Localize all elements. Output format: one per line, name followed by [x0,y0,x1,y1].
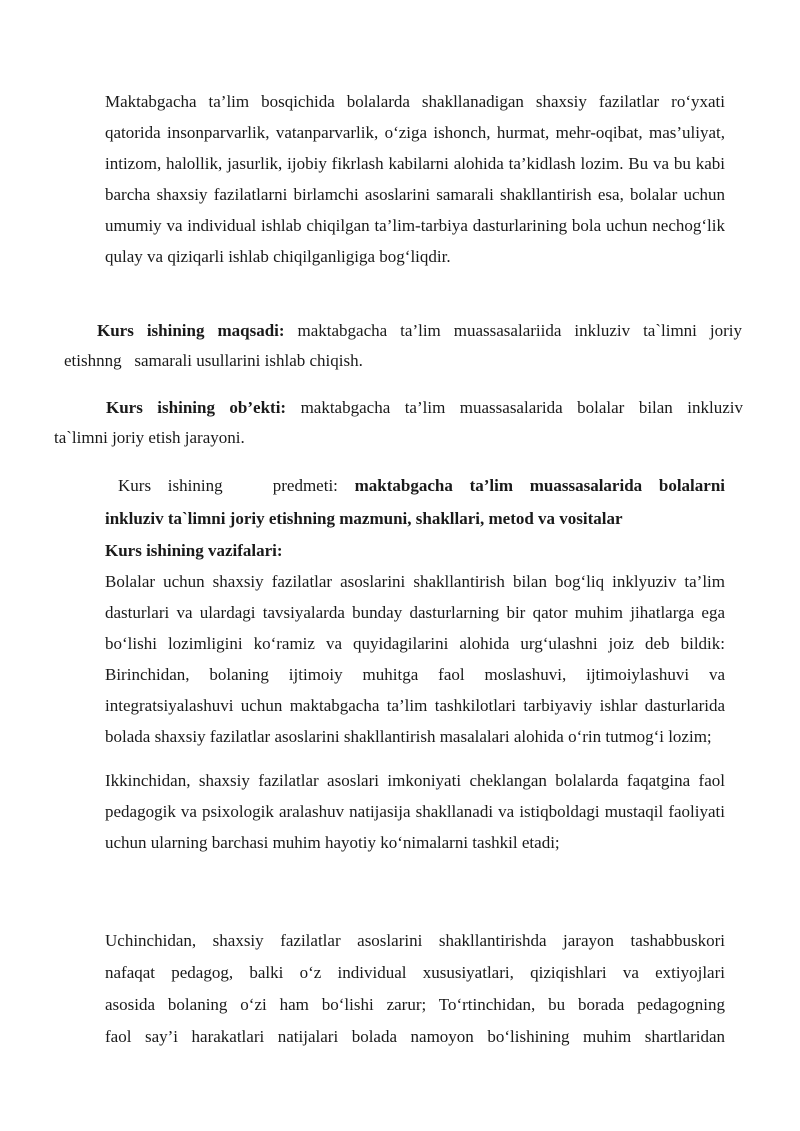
tasks-heading [105,535,725,566]
intro-paragraph [105,86,725,272]
tasks-heading-text: Kurs ishining vazifalari: [105,541,283,560]
tasks-paragraph-1 [105,566,725,752]
tasks-para3-text-4: faol say’i harakatlari natijalari bolada namoyon bo‘lishining muhim shartlaridan [105,1027,725,1046]
goal-line-1 [97,315,742,346]
object-text-1: maktabgacha ta’lim muassasalarida bolalar bilan inkluziv [286,398,743,417]
tasks-para3-line-2 [105,957,725,988]
tasks-para3-text-2: nafaqat pedagog, balki o‘z individual xususiyatlari, qiziqishlari va extiyojlari [105,963,725,982]
subject-line-1 [118,470,725,501]
object-label: Kurs ishining ob’ekti: [106,398,287,417]
tasks-para3-line-1 [105,925,725,956]
subject-bold-2: inkluziv ta`limni joriy etishning mazmuni, shakllari, metod va vositalar [105,509,623,528]
tasks-para3-line-3 [105,989,725,1020]
tasks-para3-line-4 [105,1021,725,1052]
tasks-para2-text: Ikkinchidan, shaxsiy fazilatlar asoslari imkoniyati cheklangan bolalarda faqatgina faol pedagogik va psixologik aralashuv natijasija shakllanadi va istiqboldagi mustaqil faoliyati uchun ularning barchasi muhim hayotiy ko‘nimalarni tashkil etadi; [105,771,725,852]
subject-line-2 [105,503,725,534]
object-line-1 [106,392,743,423]
tasks-para3-text-1: Uchinchidan, shaxsiy fazilatlar asoslarini shakllantirishda jarayon tashabbuskori [105,931,725,950]
tasks-para1-text: Bolalar uchun shaxsiy fazilatlar asoslarini shakllantirish bilan bog‘liq inklyuziv ta’lim dasturlari va ulardagi tavsiyalarda bunday dasturlarning bir qator muhim jihatlarga ega bo‘lishi lozimligini ko‘ramiz va quyidagilarini alohida urg‘ulashni joiz deb bildik: Birinchidan, bolaning ijtimoiy muhitga faol moslashuvi, ijtimoiylashuvi va integratsiyalashuvi uchun maktabgacha ta’lim tashkilotlari tarbiyaviy ishlar dasturlarida bolada shaxsiy fazilatlar asoslarini shakllantirish masalalari alohida o‘rin tutmog‘i lozim; [105,572,725,746]
goal-line-2 [64,345,744,376]
subject-label: Kurs ishining predmeti: [118,476,355,495]
goal-label: Kurs ishining maqsadi: [97,321,285,340]
intro-text: Maktabgacha ta’lim bosqichida bolalarda shakllanadigan shaxsiy fazilatlar ro‘yxati qatorida insonparvarlik, vatanparvarlik, o‘ziga ishonch, hurmat, mehr-oqibat, mas’uliyat, intizom, halollik, jasurlik, ijobiy fikrlash kabilarni alohida ta’kidlash lozim. Bu va bu kabi barcha shaxsiy fazilatlarni birlamchi asoslarini samarali shakllantirish esa, bolalar uchun umumiy va individual ishlab chiqilgan ta’lim-tarbiya dasturlarining bola uchun nechog‘lik qulay va qiziqarli ishlab chiqilganligiga bog‘liqdir. [105,92,725,266]
object-line-2 [54,422,744,453]
object-text-2: ta`limni joriy etish jarayoni. [54,428,245,447]
goal-text-2: etishnng samarali usullarini ishlab chiqish. [64,351,363,370]
subject-bold-1: maktabgacha ta’lim muassasalarida bolalarni [354,476,725,495]
tasks-para3-text-3: asosida bolaning o‘zi ham bo‘lishi zarur; To‘rtinchidan, bu borada pedagogning [105,995,725,1014]
tasks-paragraph-2 [105,765,725,858]
goal-text-1: maktabgacha ta’lim muassasalariida inkluziv ta`limni joriy [284,321,742,340]
